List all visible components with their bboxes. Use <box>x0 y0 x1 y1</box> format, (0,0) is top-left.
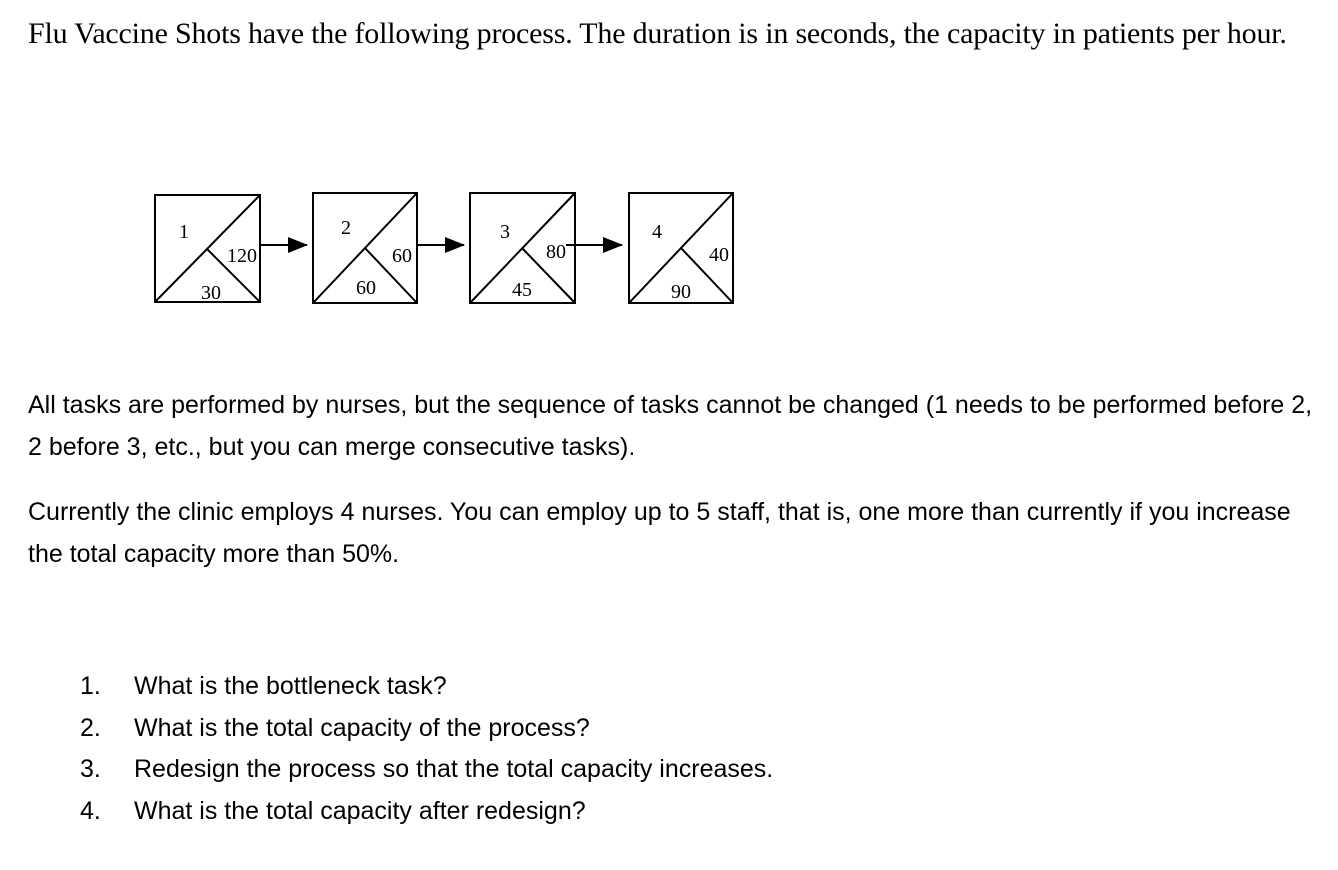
task-box-3 <box>470 193 575 303</box>
task-capacity-1: 30 <box>201 282 221 304</box>
question-item <box>80 791 773 833</box>
question-item <box>80 749 773 791</box>
task-box-1 <box>155 195 260 304</box>
task-box-2 <box>313 193 417 303</box>
task-box-4 <box>629 193 733 303</box>
questions-list <box>80 666 773 832</box>
intro-text: Flu Vaccine Shots have the following process. The duration is in seconds, the capacity in patients per hour. <box>28 17 1287 50</box>
question-number: 2. <box>80 713 101 742</box>
staffing-paragraph: Currently the clinic employs 4 nurses. You can employ up to 5 staff, that is, one more than currently if you increase the total capacity more than 50%. <box>28 498 1291 568</box>
task-number-4: 4 <box>652 221 662 243</box>
task-duration-4: 40 <box>709 244 729 266</box>
task-capacity-3: 45 <box>512 279 532 301</box>
question-number: 4. <box>80 796 101 825</box>
task-duration-1: 120 <box>227 245 257 267</box>
question-text: What is the total capacity of the process? <box>134 713 590 742</box>
task-capacity-2: 60 <box>356 277 376 299</box>
task-number-2: 2 <box>341 217 351 239</box>
question-number: 1. <box>80 672 101 700</box>
question-text: Redesign the process so that the total capacity increases. <box>134 755 774 783</box>
task-number-1: 1 <box>179 221 189 243</box>
task-number-3: 3 <box>500 221 510 243</box>
task-duration-2: 60 <box>392 245 412 267</box>
question-item <box>80 708 773 750</box>
question-text: What is the total capacity after redesign? <box>134 796 586 825</box>
question-number: 3. <box>80 755 101 783</box>
question-item <box>80 666 773 708</box>
constraints-paragraph: All tasks are performed by nurses, but the sequence of tasks cannot be changed (1 needs to be performed before 2, 2 before 3, etc., but you can merge consecutive tasks). <box>28 391 1313 461</box>
task-capacity-4: 90 <box>671 281 691 303</box>
question-text: What is the bottleneck task? <box>134 672 447 700</box>
task-duration-3: 80 <box>546 241 566 263</box>
